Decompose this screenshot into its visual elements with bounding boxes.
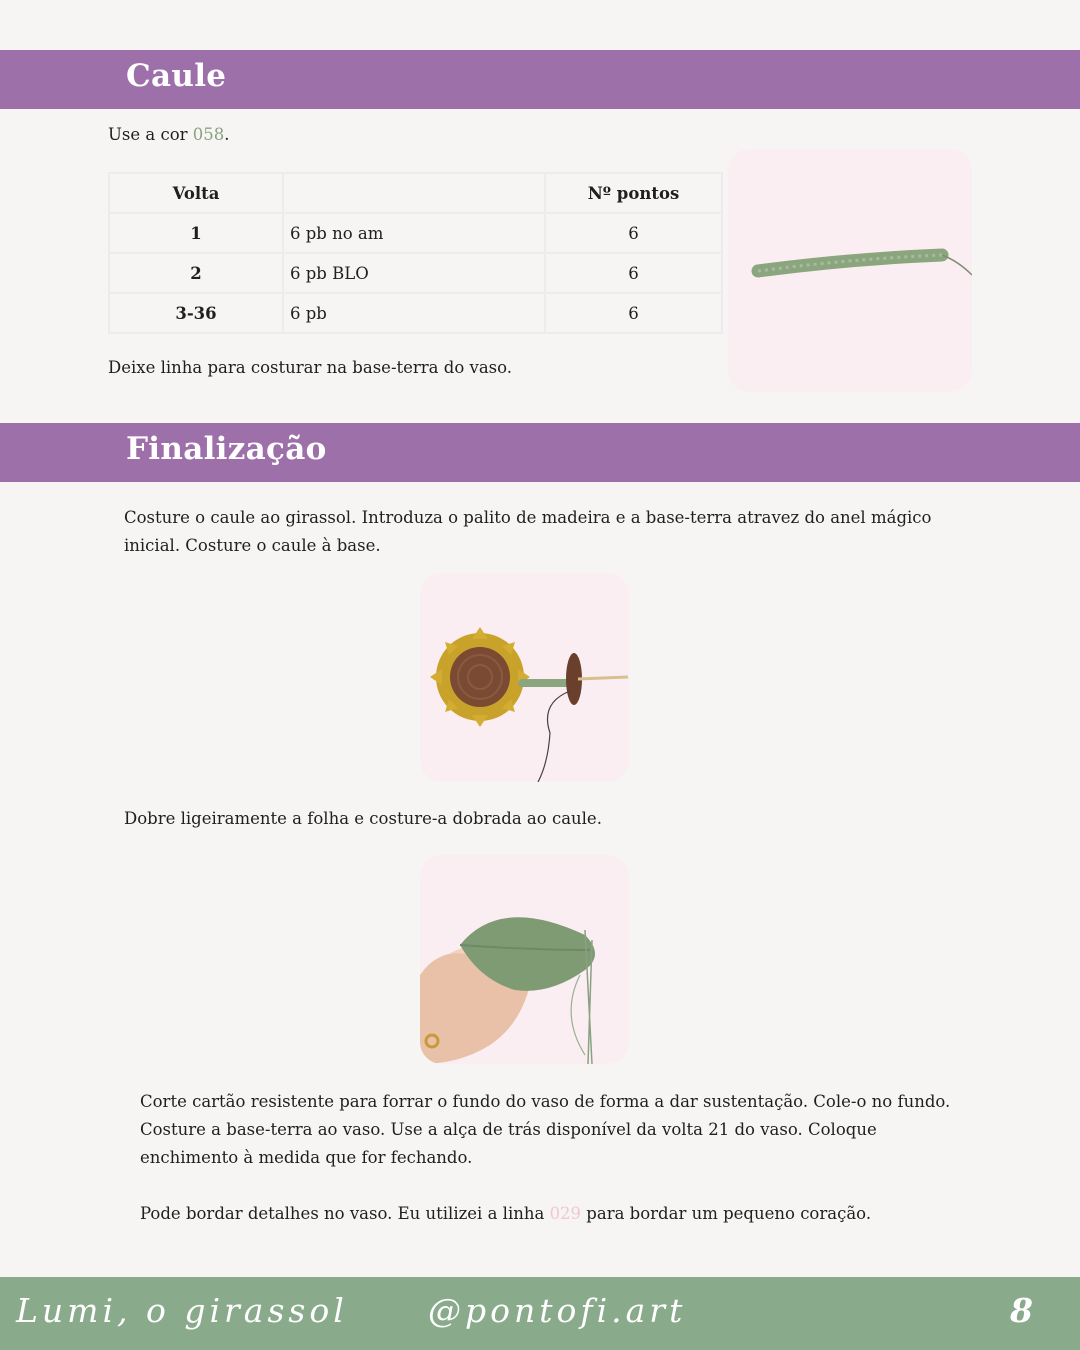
finish-paragraph-1: Costure o caule ao girassol. Introduza o palito de madeira e a base-terra atravez do anel mágico inicial. Costure o caule à base. xyxy=(124,508,932,555)
finish-paragraph-4 xyxy=(140,1200,960,1228)
row-count: 6 xyxy=(545,293,722,333)
page-number: 8 xyxy=(1010,1291,1033,1330)
section-header-finalizacao xyxy=(0,423,1080,482)
color-intro: Use a cor xyxy=(108,125,193,144)
p4-end: para bordar um pequeno coração. xyxy=(581,1204,872,1223)
sunflower-photo xyxy=(420,573,629,782)
leaf-photo xyxy=(420,855,629,1064)
table-row xyxy=(109,293,722,333)
footer-handle: @pontofi.art xyxy=(428,1291,687,1330)
row-stitch: 6 pb no am xyxy=(283,213,545,253)
p4-start: Pode bordar detalhes no vaso. Eu utilizei a linha xyxy=(140,1204,550,1223)
finish-paragraph-2: Dobre ligeiramente a folha e costure-a dobrada ao caule. xyxy=(124,809,602,828)
table-row xyxy=(109,213,722,253)
header-stitch xyxy=(283,173,545,213)
footer-title: Lumi, o girassol xyxy=(16,1291,348,1330)
section-title-caule: Caule xyxy=(126,58,227,94)
row-count: 6 xyxy=(545,213,722,253)
row-stitch: 6 pb xyxy=(283,293,545,333)
finish-paragraph-3: Corte cartão resistente para forrar o fundo do vaso de forma a dar sustentação. Cole-o no fundo. Costure a base-terra ao vaso. Use a alça de trás disponível da volta 21 do vaso. Coloque enchimento à medida que for fechando. xyxy=(140,1092,951,1167)
crochet-leaf-image xyxy=(420,855,629,1064)
row-count: 6 xyxy=(545,253,722,293)
row-round: 3-36 xyxy=(109,293,283,333)
row-round: 1 xyxy=(109,213,283,253)
color-code: 058 xyxy=(192,125,225,144)
footer-bar xyxy=(0,1277,1080,1350)
section-header-caule xyxy=(0,50,1080,109)
crochet-stem-image xyxy=(728,149,972,392)
rounds-table xyxy=(108,172,723,334)
p4-color-code: 029 xyxy=(549,1204,582,1223)
table-row xyxy=(109,253,722,293)
stem-photo xyxy=(728,149,972,392)
row-stitch: 6 pb BLO xyxy=(283,253,545,293)
row-round: 2 xyxy=(109,253,283,293)
header-volta: Volta xyxy=(109,173,283,213)
section-title-finalizacao: Finalização xyxy=(126,431,327,467)
table-header-row xyxy=(109,173,722,213)
stem-note: Deixe linha para costurar na base-terra do vaso. xyxy=(108,358,513,377)
color-instruction xyxy=(108,121,230,149)
color-end: . xyxy=(224,125,230,144)
crochet-sunflower-image xyxy=(420,573,629,782)
header-count: Nº pontos xyxy=(545,173,722,213)
